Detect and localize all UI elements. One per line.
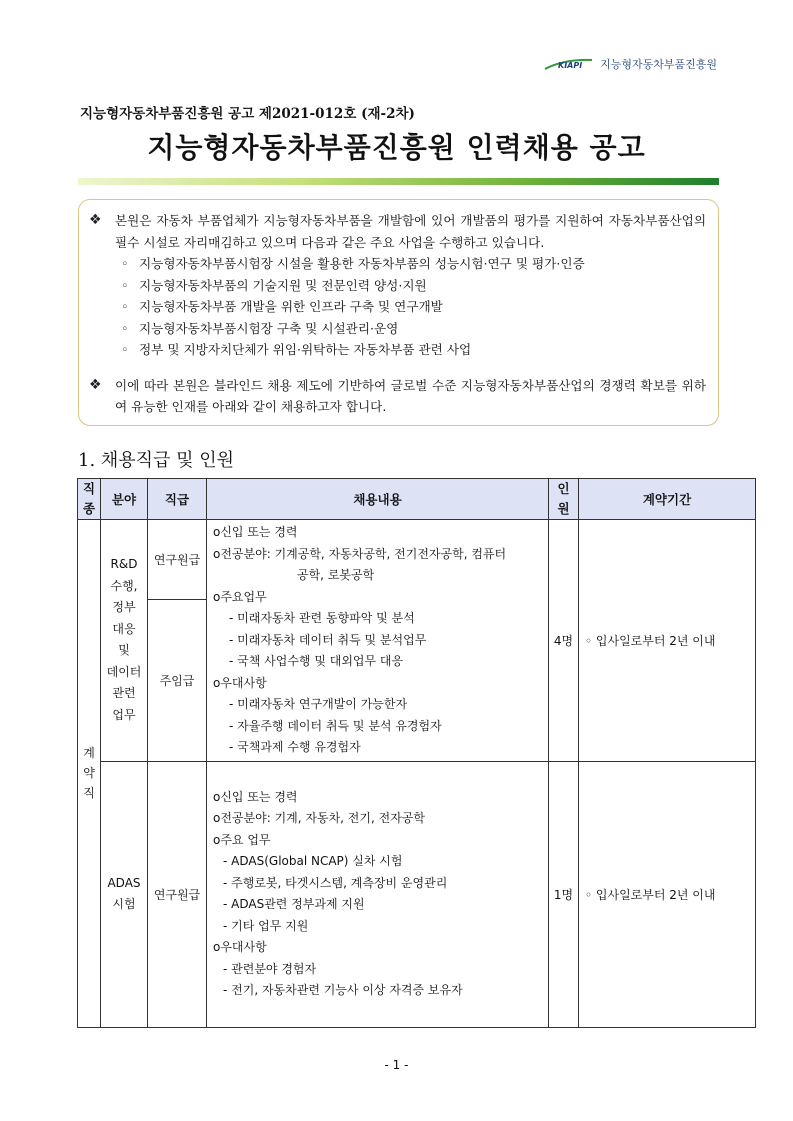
table-row	[78, 761, 756, 1027]
diamond-marker-icon: ❖	[89, 376, 102, 393]
header-content: 채용내용	[207, 479, 549, 520]
org-logo	[544, 56, 717, 72]
recruitment-table	[77, 478, 756, 1028]
org-name: 지능형자동차부품진흥원	[600, 58, 717, 71]
count-cell: 4명	[549, 520, 579, 762]
section-title: 1. 채용직급 및 인원	[78, 450, 235, 471]
list-item: ◦ 지능형자동차부품시험장 구축 및 시설관리·운영	[121, 320, 399, 336]
count-cell: 1명	[549, 761, 579, 1027]
diamond-marker-icon: ❖	[89, 212, 102, 228]
list-item: ◦ 지능형자동차부품시험장 시설을 활용한 자동차부품의 성능시험·연구 및 평가·인증	[121, 256, 585, 271]
page-title: 지능형자동차부품진흥원 인력채용 공고	[147, 131, 646, 164]
intro-paragraph-2	[89, 375, 706, 418]
header-job-type: 직 종	[78, 479, 101, 520]
header-field: 분야	[101, 479, 148, 520]
header-grade: 직급	[148, 479, 207, 520]
title-underline-bar	[78, 178, 719, 185]
business-list	[115, 253, 706, 361]
grade-cell: 주임급	[148, 600, 207, 761]
field-cell-adas: ADAS 시험	[101, 761, 148, 1027]
intro-box	[78, 199, 719, 426]
header-period: 계약기간	[579, 479, 756, 520]
logo-text: KIAPI	[558, 61, 583, 70]
page-number: - 1 -	[384, 1058, 409, 1072]
header-count: 인 원	[549, 479, 579, 520]
intro-paragraph-1	[89, 210, 706, 361]
grade-cell: 연구원급	[148, 761, 207, 1027]
list-item: ◦ 지능형자동차부품 개발을 위한 인프라 구축 및 연구개발	[121, 299, 443, 314]
content-cell-rnd: o신입 또는 경력 o전공분야: 기계공학, 자동차공학, 전기전자공학, 컴퓨터 공학, 로봇공학 o주요업무 - 미래자동차 관련 동향파악 및 분석 - 미래자동차 데이터 취득 및 분석업무 - 국책 사업수행 및 대외업무 대응 o우대사항 - 미래자동차 연구개발이 가능한자 - 자율주행 데이터 취득 및 분석 유경험자 - 국책과제 수행 유경험자	[207, 520, 549, 762]
period-cell: ◦ 입사일로부터 2년 이내	[579, 761, 756, 1027]
table-header-row	[78, 479, 756, 520]
kiapi-swoosh-icon	[544, 57, 594, 71]
grade-cell: 연구원급	[148, 520, 207, 600]
field-cell-rnd: R&D 수행, 정부 대응 및 데이터 관련 업무	[101, 520, 148, 762]
table-row	[78, 520, 756, 600]
list-item: ◦ 정부 및 지방자치단체가 위임·위탁하는 자동차부품 관련 사업	[121, 342, 472, 357]
notice-number: 지능형자동차부품진흥원 공고 제2021-012호 (재-2차)	[80, 106, 415, 122]
intro-text-2: 이에 따라 본원은 블라인드 채용 제도에 기반하여 글로벌 수준 지능형자동차부품산업의 경쟁력 확보를 위하여 유능한 인재를 아래와 같이 채용하고자 합니다.	[115, 377, 706, 414]
list-item: ◦ 지능형자동차부품의 기술지원 및 전문인력 양성·지원	[121, 277, 427, 293]
job-type-cell: 계 약 직	[78, 520, 101, 1028]
period-cell: ◦ 입사일로부터 2년 이내	[579, 520, 756, 762]
content-cell-adas: o신입 또는 경력 o전공분야: 기계, 자동차, 전기, 전자공학 o주요 업무 - ADAS(Global NCAP) 실차 시험 - 주행로봇, 타겟시스템, 계측장비 운영관리 - ADAS관련 정부과제 지원 - 기타 업무 지원 o우대사항 - 관련분야 경험자 - 전기, 자동차관련 기능사 이상 자격증 보유자	[207, 761, 549, 1027]
intro-text-1: 본원은 자동차 부품업체가 지능형자동차부품을 개발함에 있어 개발품의 평가를 지원하여 자동차부품산업의 필수 시설로 자리매김하고 있으며 다음과 같은 주요 사업을 수행하고 있습니다.	[115, 213, 706, 250]
